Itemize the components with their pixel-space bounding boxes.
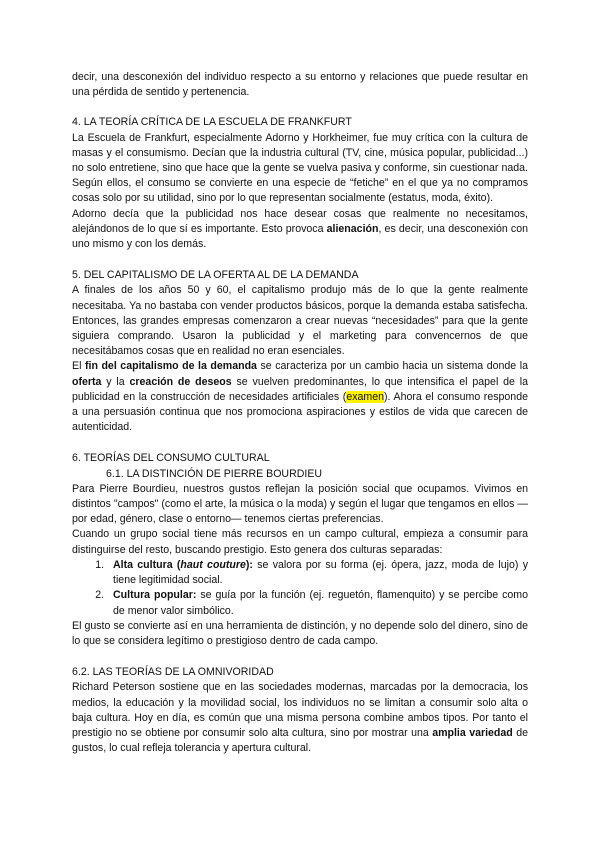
list-item-cultura-popular bbox=[107, 588, 528, 618]
text-run: El bbox=[72, 360, 85, 373]
section-6-1-paragraph-1: Para Pierre Bourdieu, nuestros gustos reflejan la posición social que ocupamos. Vivimos en distintos "campos" (como el arte, la música o la moda) y según el lugar que tengamos en ellos —por edad, género, clase o entorno— tenemos ciertas preferencias. bbox=[72, 482, 528, 526]
text-run: , es decir, una desconexión con uno mismo y con los demás. bbox=[72, 222, 528, 251]
section-6-2-paragraph-1 bbox=[72, 680, 528, 756]
text-run: se valora por su forma (ej. ópera, jazz, moda de lujo) y tiene legitimidad social. bbox=[113, 558, 529, 587]
section-4-paragraph-2 bbox=[72, 207, 528, 253]
section-6-heading: 6. TEORÍAS DEL CONSUMO CULTURAL bbox=[72, 452, 270, 465]
section-5-paragraph-1: A finales de los años 50 y 60, el capitalismo produjo más de lo que la gente realmente necesitaba. Ya no bastaba con vender productos básicos, porque la demanda estaba satisfecha. Entonces, las grandes empresas comenzaron a crear nuevas “necesidades” para que la gente siguiera comprando. Usaron la publicidad y el marketing para convencernos de que necesitábamos cosas que en realidad no eran esenciales. bbox=[72, 284, 528, 358]
section-6-1-paragraph-3: El gusto se convierte así en una herramienta de distinción, y no depende solo del dinero, sino de lo que se considera legítimo o prestigioso dentro de cada campo. bbox=[72, 619, 528, 647]
text-run: se guía por la función (ej. reguetón, flamenquito) y se percibe como de menor valor simbólico. bbox=[113, 589, 528, 617]
section-6-1-heading: 6.1. LA DISTINCIÓN DE PIERRE BOURDIEU bbox=[106, 467, 323, 480]
text-run: se vuelven predominantes, lo que intensifica el papel de la publicidad en la construcción de necesidades artificiales ( bbox=[72, 375, 529, 403]
bold-term-amplia-variedad: amplia variedad bbox=[432, 726, 513, 739]
section-5-heading: 5. DEL CAPITALISMO DE LA OFERTA AL DE LA DEMANDA bbox=[72, 269, 359, 282]
section-6-1-paragraph-2: Cuando un grupo social tiene más recursos en un campo cultural, empieza a consumir para distinguirse del resto, buscando prestigio. Esto genera dos culturas separadas: bbox=[72, 528, 528, 556]
bold-term-fin-capitalismo: fin del capitalismo de la demanda bbox=[84, 360, 257, 373]
section-5-paragraph-2 bbox=[72, 359, 528, 435]
text-run: y la bbox=[101, 375, 130, 388]
highlighted-word-examen: examen bbox=[346, 390, 385, 403]
text-run: ). Ahora el consumo responde a una persuasión continua que nos promociona aspiraciones y estilos de vida que carecen de autenticidad. bbox=[72, 390, 528, 434]
bold-term-oferta: oferta bbox=[72, 375, 102, 388]
bold-run: Alta cultura ( bbox=[113, 558, 181, 571]
section-4-heading: 4. LA TEORÍA CRÍTICA DE LA ESCUELA DE FRANKFURT bbox=[72, 116, 352, 129]
section-6-2-heading: 6.2. LAS TEORÍAS DE LA OMNIVORIDAD bbox=[72, 666, 274, 679]
bold-run: Cultura popular: bbox=[113, 589, 197, 602]
bold-italic-run bbox=[180, 559, 245, 571]
intro-paragraph: decir, una desconexión del individuo respecto a su entorno y relaciones que puede resultar en una pérdida de sentido y pertenencia. bbox=[72, 71, 528, 99]
bold-run: ): bbox=[245, 558, 253, 571]
text-run: de gustos, lo cual refleja tolerancia y apertura cultural. bbox=[72, 726, 528, 755]
text-run: se caracteriza por un cambio hacia un sistema donde la bbox=[256, 360, 528, 373]
section-4-paragraph-1: La Escuela de Frankfurt, especialmente Adorno y Horkheimer, fue muy crítica con la cultura de masas y el consumismo. Decían que la industria cultural (TV, cine, música popular, publicidad...) no solo entretiene, sino que hace que la gente se vuelva pasiva y conforme, sin cuestionar nada. Según ellos, el consumo se convierte en una especie de “fetiche” en el que ya no compramos cosas solo por su utilidad, sino por lo que representan socialmente (estatus, moda, éxito). bbox=[72, 131, 528, 205]
text-run: Adorno decía que la publicidad nos hace desear cosas que realmente no necesitamos, alejándonos de lo que sí es importante. Esto provoca bbox=[72, 207, 528, 235]
culture-types-list bbox=[72, 558, 528, 619]
list-item-alta-cultura bbox=[107, 558, 528, 588]
bold-term-alienacion: alienación bbox=[326, 222, 379, 235]
text-run: Richard Peterson sostiene que en las sociedades modernas, marcadas por la democracia, los medios, la educación y la movilidad social, los individuos no se limitan a consumir solo alta o baja cultura. Hoy en día, es común que una misma persona combine ambos tipos. Por tanto el prestigio no se obtiene por consumir solo alta cultura, sino por mostrar una bbox=[72, 681, 528, 739]
bold-term-creacion-deseos: creación de deseos bbox=[129, 375, 232, 388]
italic-term-haut-couture: haut couture bbox=[180, 558, 246, 571]
